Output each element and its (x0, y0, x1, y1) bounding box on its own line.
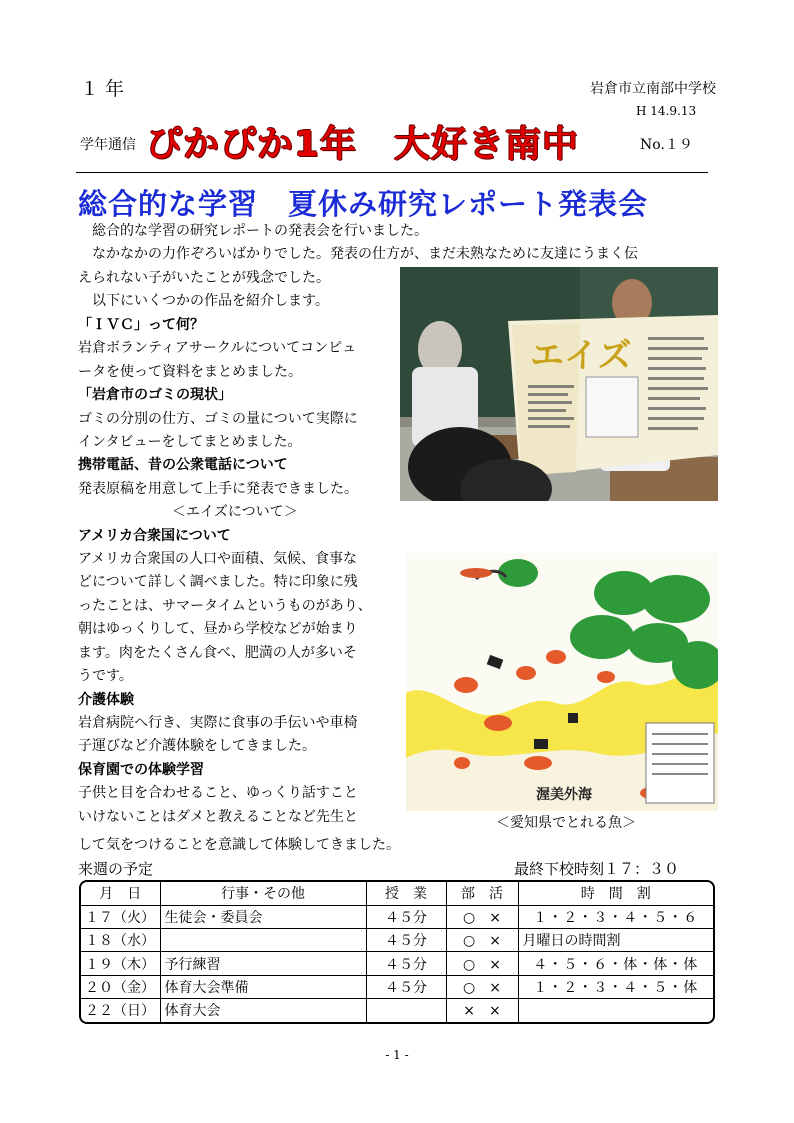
event-cell: 体育大会準備 (160, 975, 366, 998)
section-text: ゴミの分別の仕方、ゴミの量について実際に (78, 410, 358, 427)
table-row (81, 975, 713, 998)
section-text: して気をつけることを意識して体験してきました。 (78, 837, 400, 853)
presentation-photo (400, 267, 718, 501)
date-cell: １９（木） (81, 952, 160, 975)
intro-line: 以下にいくつかの作品を紹介します。 (92, 293, 329, 310)
section-text: 子供と目を合わせること、ゆっくり話すこと (78, 785, 358, 802)
section-text: 子運びなど介護体験をしてきました。 (78, 738, 316, 755)
section-text: うです。 (78, 668, 133, 685)
timetable-cell: ４・５・６・体・体・体 (518, 952, 713, 975)
page-number: - 1 - (385, 1048, 409, 1062)
intro-line: えられない子がいたことが残念でした。 (78, 269, 330, 286)
fish-map-photo (406, 553, 718, 811)
timetable-cell (518, 998, 713, 1021)
column-header: 授 業 (366, 882, 446, 905)
dismissal-time: 最終下校時刻１７：３０ (514, 860, 680, 878)
club-cell: ○ × (446, 952, 518, 975)
section-title: アメリカ合衆国について (78, 527, 231, 544)
issue-number: No.１９ (640, 137, 693, 153)
section-text: いけないことはダメと教えることなど先生と (78, 808, 358, 825)
section-text: ったことは、サマータイムというものがあり、 (78, 597, 372, 614)
section-text: どについて詳しく調べました。特に印象に残 (78, 574, 358, 591)
article-column (78, 314, 398, 829)
class-cell: ４５分 (366, 975, 446, 998)
class-cell: ４５分 (366, 952, 446, 975)
column-header: 行事・その他 (160, 882, 366, 905)
date-cell: １８（水） (81, 929, 160, 952)
photo-caption: ＜エイズについて＞ (172, 504, 298, 521)
section-title: 携帯電話、昔の公衆電話について (78, 457, 288, 474)
article-headline: 総合的な学習 夏休み研究レポート発表会 (78, 187, 649, 221)
event-cell (160, 929, 366, 952)
section-text: ます。肉をたくさん食べ、肥満の人が多いそ (78, 644, 357, 661)
newsletter-title: ぴかぴか1年 大好き南中 (146, 124, 580, 165)
date-cell: １７（火） (81, 905, 160, 928)
section-title: 「ＩＶＣ」って何？ (78, 317, 204, 333)
school-name: 岩倉市立南部中学校 (590, 81, 716, 97)
section-text: ータを使って資料をまとめました。 (78, 363, 302, 380)
section-text: 岩倉ボランティアサークルについてコンピュ (78, 340, 357, 357)
section-title: 保育園での体験学習 (78, 761, 204, 778)
map-sea-label: 渥美外海 (536, 787, 592, 803)
header-divider (76, 172, 708, 173)
table-header-row (81, 882, 713, 905)
section-title: 「岩倉市のゴミの現状」 (78, 387, 232, 404)
schedule-table (79, 880, 715, 1024)
class-cell: ４５分 (366, 929, 446, 952)
table-row (81, 905, 713, 928)
club-cell: ○ × (446, 975, 518, 998)
date-cell: ２２（日） (81, 998, 160, 1021)
column-header: 月 日 (81, 882, 160, 905)
section-text: アメリカ合衆国の人口や面積、気候、食事な (78, 551, 358, 568)
section-text: 岩倉病院へ行き、実際に食事の手伝いや車椅 (78, 714, 358, 731)
newsletter-type: 学年通信 (80, 137, 136, 153)
timetable-cell: 月曜日の時間割 (518, 929, 713, 952)
section-title: 介護体験 (78, 691, 134, 708)
date-cell: ２０（金） (81, 975, 160, 998)
fish-map-poster (406, 553, 718, 811)
column-header: 時 間 割 (518, 882, 713, 905)
aids-poster-photo (400, 267, 718, 501)
issue-date: H 14.9.13 (636, 104, 697, 118)
table-row (81, 929, 713, 952)
grade-label: １年 (80, 78, 131, 100)
column-header: 部 活 (446, 882, 518, 905)
section-text: 発表原稿を用意して上手に発表できました。 (78, 480, 358, 497)
class-cell (366, 998, 446, 1021)
section-text: 朝はゆっくりして、昼から学校などが始まり (78, 621, 358, 638)
intro-line: なかなかの力作ぞろいばかりでした。発表の仕方が、まだ未熟なために友達にうまく伝 (92, 246, 638, 263)
class-cell: ４５分 (366, 905, 446, 928)
section-text: インタビューをしてまとめました。 (78, 434, 302, 451)
timetable-cell: １・２・３・４・５・６ (518, 905, 713, 928)
event-cell: 生徒会・委員会 (160, 905, 366, 928)
club-cell: ○ × (446, 929, 518, 952)
intro-line: 総合的な学習の研究レポートの発表会を行いました。 (92, 223, 428, 239)
event-cell: 体育大会 (160, 998, 366, 1021)
club-cell: × × (446, 998, 518, 1021)
poster-title-text: エイズ (530, 336, 632, 376)
timetable-cell: １・２・３・４・５・体 (518, 975, 713, 998)
event-cell: 予行練習 (160, 952, 366, 975)
table-row (81, 998, 713, 1021)
photo-caption: ＜愛知県でとれる魚＞ (496, 815, 636, 831)
club-cell: ○ × (446, 905, 518, 928)
schedule-title: 来週の予定 (78, 860, 154, 878)
table-row (81, 952, 713, 975)
